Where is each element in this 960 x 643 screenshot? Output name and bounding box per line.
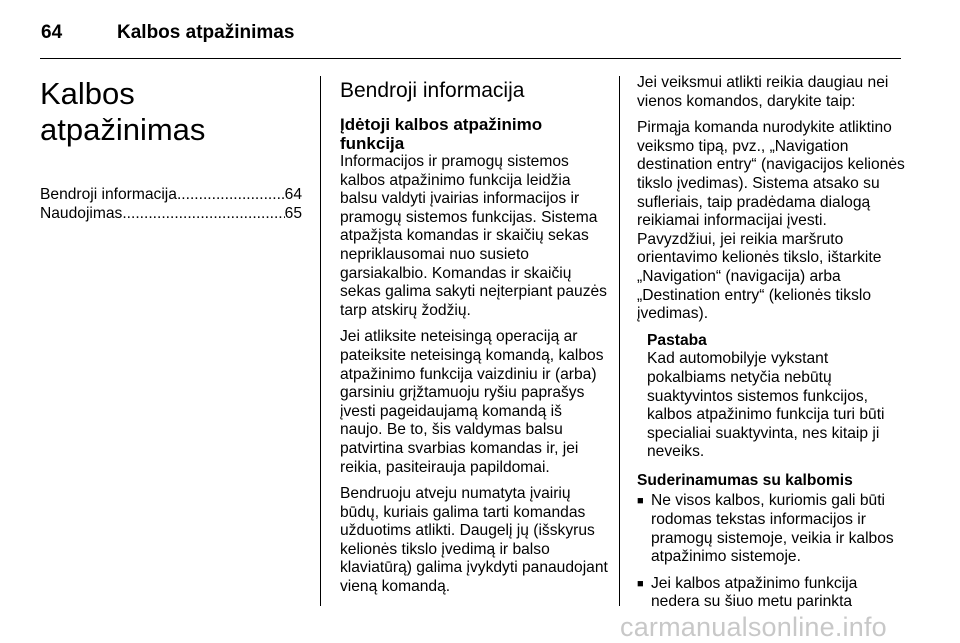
list-item	[637, 492, 905, 566]
column-divider	[320, 76, 321, 606]
square-bullet-icon: ■	[637, 495, 644, 508]
chapter-title: Kalbos atpažinimas	[40, 76, 206, 147]
body-paragraph: Jei atliksite neteisingą operaciją ar pateiksite neteisingą komandą, kalbos atpažinimo funkcija vaizdiniu ir (arba) garsiniu grįžtamuoju ryšiu paprašys įvesti pageidaujamą komandą iš naujo. Be to, šis valdymas balsu patvirtina svarbias komandas ir, jei reikia, pasiteirauja papildomai.	[340, 328, 604, 476]
section-title: Bendroji informacija	[340, 79, 525, 102]
square-bullet-icon: ■	[637, 577, 644, 590]
toc-entry-label: Naudojimas	[40, 204, 123, 222]
watermark: carmanualsonline.info	[620, 612, 887, 642]
list-item-text: Ne visos kalbos, kuriomis gali būti rodomas tekstas informacijos ir pramogų sistemoje, veikia ir kalbos atpažinimo sistemoje.	[651, 492, 894, 566]
chapter-column	[40, 74, 302, 223]
toc-leader-dots	[122, 205, 284, 224]
note-box	[647, 332, 905, 462]
list-item	[637, 575, 905, 612]
page-number: 64	[41, 22, 63, 43]
subsection-title: Įdėtoji kalbos atpažinimo funkcija	[340, 115, 543, 153]
body-paragraph: Pirmąja komanda nurodykite atliktino veiksmo tipą, pvz., „Navigation destination entry“ (navigacijos kelionės tikslo įvedimas). Sistema atsako su sufleriais, taip pradėdama dialogą reikiamai informacijai įvesti. Pavyzdžiui, jei reikia maršruto orientavimo kelionės tikslo, ištarkite „Navigation“ (navigacija) arba „Destination entry“ (kelionės tikslo įvedimas).	[637, 119, 905, 323]
note-text: Kad automobilyje vykstant pokalbiams netyčia nebūtų suaktyvintos sistemos funkcijos, kalbos atpažinimo funkcija turi būti specialiai suaktyvinta, nes kitaip ji neveiks.	[647, 350, 885, 461]
toc-entry-page: 65	[284, 204, 302, 222]
running-title: Kalbos atpažinimas	[117, 22, 295, 43]
body-paragraph: Bendruoju atveju numatyta įvairių būdų, kuriais galima tarti komandas užduotims atlikti. Daugelį jų (išskyrus kelionės tikslo įvedimą ir balso klaviatūrą) galima įvykdyti panaudojant vieną komandą.	[340, 485, 608, 596]
continuation-column	[637, 74, 905, 620]
body-paragraph: Informacijos ir pramogų sistemos kalbos atpažinimo funkcija leidžia balsu valdyti įvairias informacijos ir pramogų sistemos funkcijas. Sistema atpažįsta komandas ir skaičių sekas nepriklausomai nuo susieto garsiakalbio. Komandas ir skaičių sekas galima sakyti neįterpiant pauzės tarp atskirų žodžių.	[340, 153, 607, 319]
body-paragraph: Jei veiksmui atlikti reikia daugiau nei vienos komandos, darykite taip:	[637, 74, 889, 110]
note-title: Pastaba	[647, 331, 707, 349]
header-rule	[40, 58, 901, 59]
toc-entry-label: Bendroji informacija	[40, 186, 177, 203]
column-divider	[619, 76, 620, 606]
compatibility-heading: Suderinamumas su kalbomis	[637, 471, 853, 489]
toc-entry[interactable]	[40, 186, 302, 205]
toc-entry[interactable]	[40, 205, 302, 224]
general-info-column	[340, 74, 608, 605]
toc-leader-dots	[177, 186, 285, 205]
list-item-text: Jei kalbos atpažinimo funkcija nedera su šiuo metu parinkta	[651, 574, 858, 611]
toc-entry-page: 64	[284, 186, 302, 203]
